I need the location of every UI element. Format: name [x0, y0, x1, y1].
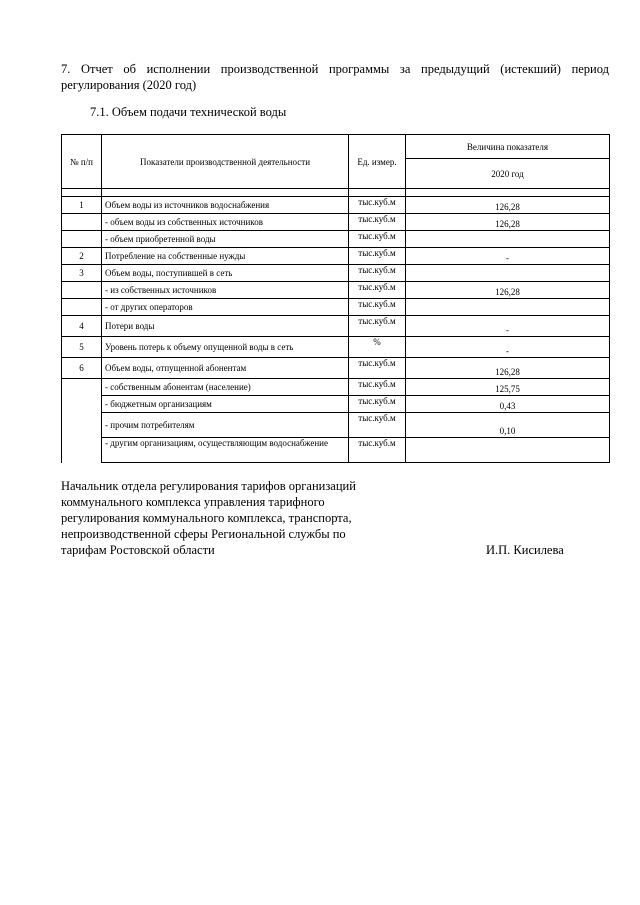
- row-unit: тыс.куб.м: [349, 358, 406, 379]
- table-row: [62, 282, 610, 299]
- row-unit: %: [349, 337, 406, 358]
- table-row: [62, 379, 610, 396]
- row-value: 126,28: [406, 214, 610, 231]
- spacer-cell: [406, 189, 610, 197]
- row-indicator: - другим организациям, осуществляющим водоснабжение: [102, 438, 349, 463]
- row-unit: тыс.куб.м: [349, 248, 406, 265]
- row-unit: тыс.куб.м: [349, 379, 406, 396]
- table-row: [62, 413, 610, 438]
- table-row: [62, 197, 610, 214]
- row-value: -: [406, 248, 610, 265]
- row-num: 6: [62, 358, 102, 379]
- section-heading: 7. Отчет об исполнении производственной программы за предыдущий (истекший) период регулирования (2020 год): [61, 62, 609, 92]
- header-num: № п/п: [62, 135, 102, 189]
- row-unit: тыс.куб.м: [349, 214, 406, 231]
- row-unit: тыс.куб.м: [349, 299, 406, 316]
- row-value: -: [406, 337, 610, 358]
- signature-name: И.П. Кисилева: [486, 543, 564, 557]
- row-unit: тыс.куб.м: [349, 231, 406, 248]
- row-indicator: Уровень потерь к объему опущенной воды в сеть: [102, 337, 349, 358]
- row-num: 5: [62, 337, 102, 358]
- spacer-cell: [62, 189, 102, 197]
- row-unit: тыс.куб.м: [349, 316, 406, 337]
- row-num: [62, 214, 102, 231]
- table-row: [62, 248, 610, 265]
- header-indicator: Показатели производственной деятельности: [102, 135, 349, 189]
- row-unit: тыс.куб.м: [349, 396, 406, 413]
- row-unit: тыс.куб.м: [349, 413, 406, 438]
- subsection-heading: 7.1. Объем подачи технической воды: [90, 105, 287, 119]
- row-num: 3: [62, 265, 102, 282]
- table-row: [62, 396, 610, 413]
- row-indicator: Объем воды из источников водоснабжения: [102, 197, 349, 214]
- row-num: 4: [62, 316, 102, 337]
- row-value: [406, 265, 610, 282]
- row-value: 126,28: [406, 197, 610, 214]
- row-indicator: - из собственных источников: [102, 282, 349, 299]
- row-unit: тыс.куб.м: [349, 265, 406, 282]
- header-year: 2020 год: [406, 159, 610, 189]
- table-row: [62, 214, 610, 231]
- row-num: 2: [62, 248, 102, 265]
- row-value: 0,43: [406, 396, 610, 413]
- table-row: [62, 337, 610, 358]
- spacer-cell: [102, 189, 349, 197]
- row-value: [406, 438, 610, 463]
- row-unit: тыс.куб.м: [349, 438, 406, 463]
- row-unit: тыс.куб.м: [349, 282, 406, 299]
- row-num: 1: [62, 197, 102, 214]
- row-indicator: - прочим потребителям: [102, 413, 349, 438]
- row-value: 126,28: [406, 358, 610, 379]
- signature-position: Начальник отдела регулирования тарифов организаций коммунального комплекса управления тарифного регулирования коммунального комплекса, транспорта, непроизводственной сферы Региональной службы по тарифам Ростовской области: [61, 479, 356, 557]
- row-value: [406, 231, 610, 248]
- row-num: [62, 299, 102, 316]
- row-indicator: Объем воды, поступившей в сеть: [102, 265, 349, 282]
- table-row: [62, 265, 610, 282]
- row-num: [62, 231, 102, 248]
- row-indicator: - от других операторов: [102, 299, 349, 316]
- row-value: [406, 299, 610, 316]
- spacer-cell: [349, 189, 406, 197]
- row-indicator: Потери воды: [102, 316, 349, 337]
- row-indicator: Объем воды, отпущенной абонентам: [102, 358, 349, 379]
- table-row: [62, 231, 610, 248]
- row-num: [62, 282, 102, 299]
- row-indicator: - бюджетным организациям: [102, 396, 349, 413]
- row-value: 126,28: [406, 282, 610, 299]
- row-value: -: [406, 316, 610, 337]
- table-row: [62, 358, 610, 379]
- water-supply-table: [61, 134, 610, 463]
- row-num-empty: [62, 379, 102, 463]
- table-row: [62, 438, 610, 463]
- header-value-group: Величина показателя: [406, 135, 610, 159]
- row-unit: тыс.куб.м: [349, 197, 406, 214]
- row-indicator: - объем воды из собственных источников: [102, 214, 349, 231]
- row-indicator: - собственным абонентам (население): [102, 379, 349, 396]
- header-unit: Ед. измер.: [349, 135, 406, 189]
- row-indicator: - объем приобретенной воды: [102, 231, 349, 248]
- table-row: [62, 299, 610, 316]
- row-indicator: Потребление на собственные нужды: [102, 248, 349, 265]
- row-value: 0,10: [406, 413, 610, 438]
- row-value: 125,75: [406, 379, 610, 396]
- table-row: [62, 316, 610, 337]
